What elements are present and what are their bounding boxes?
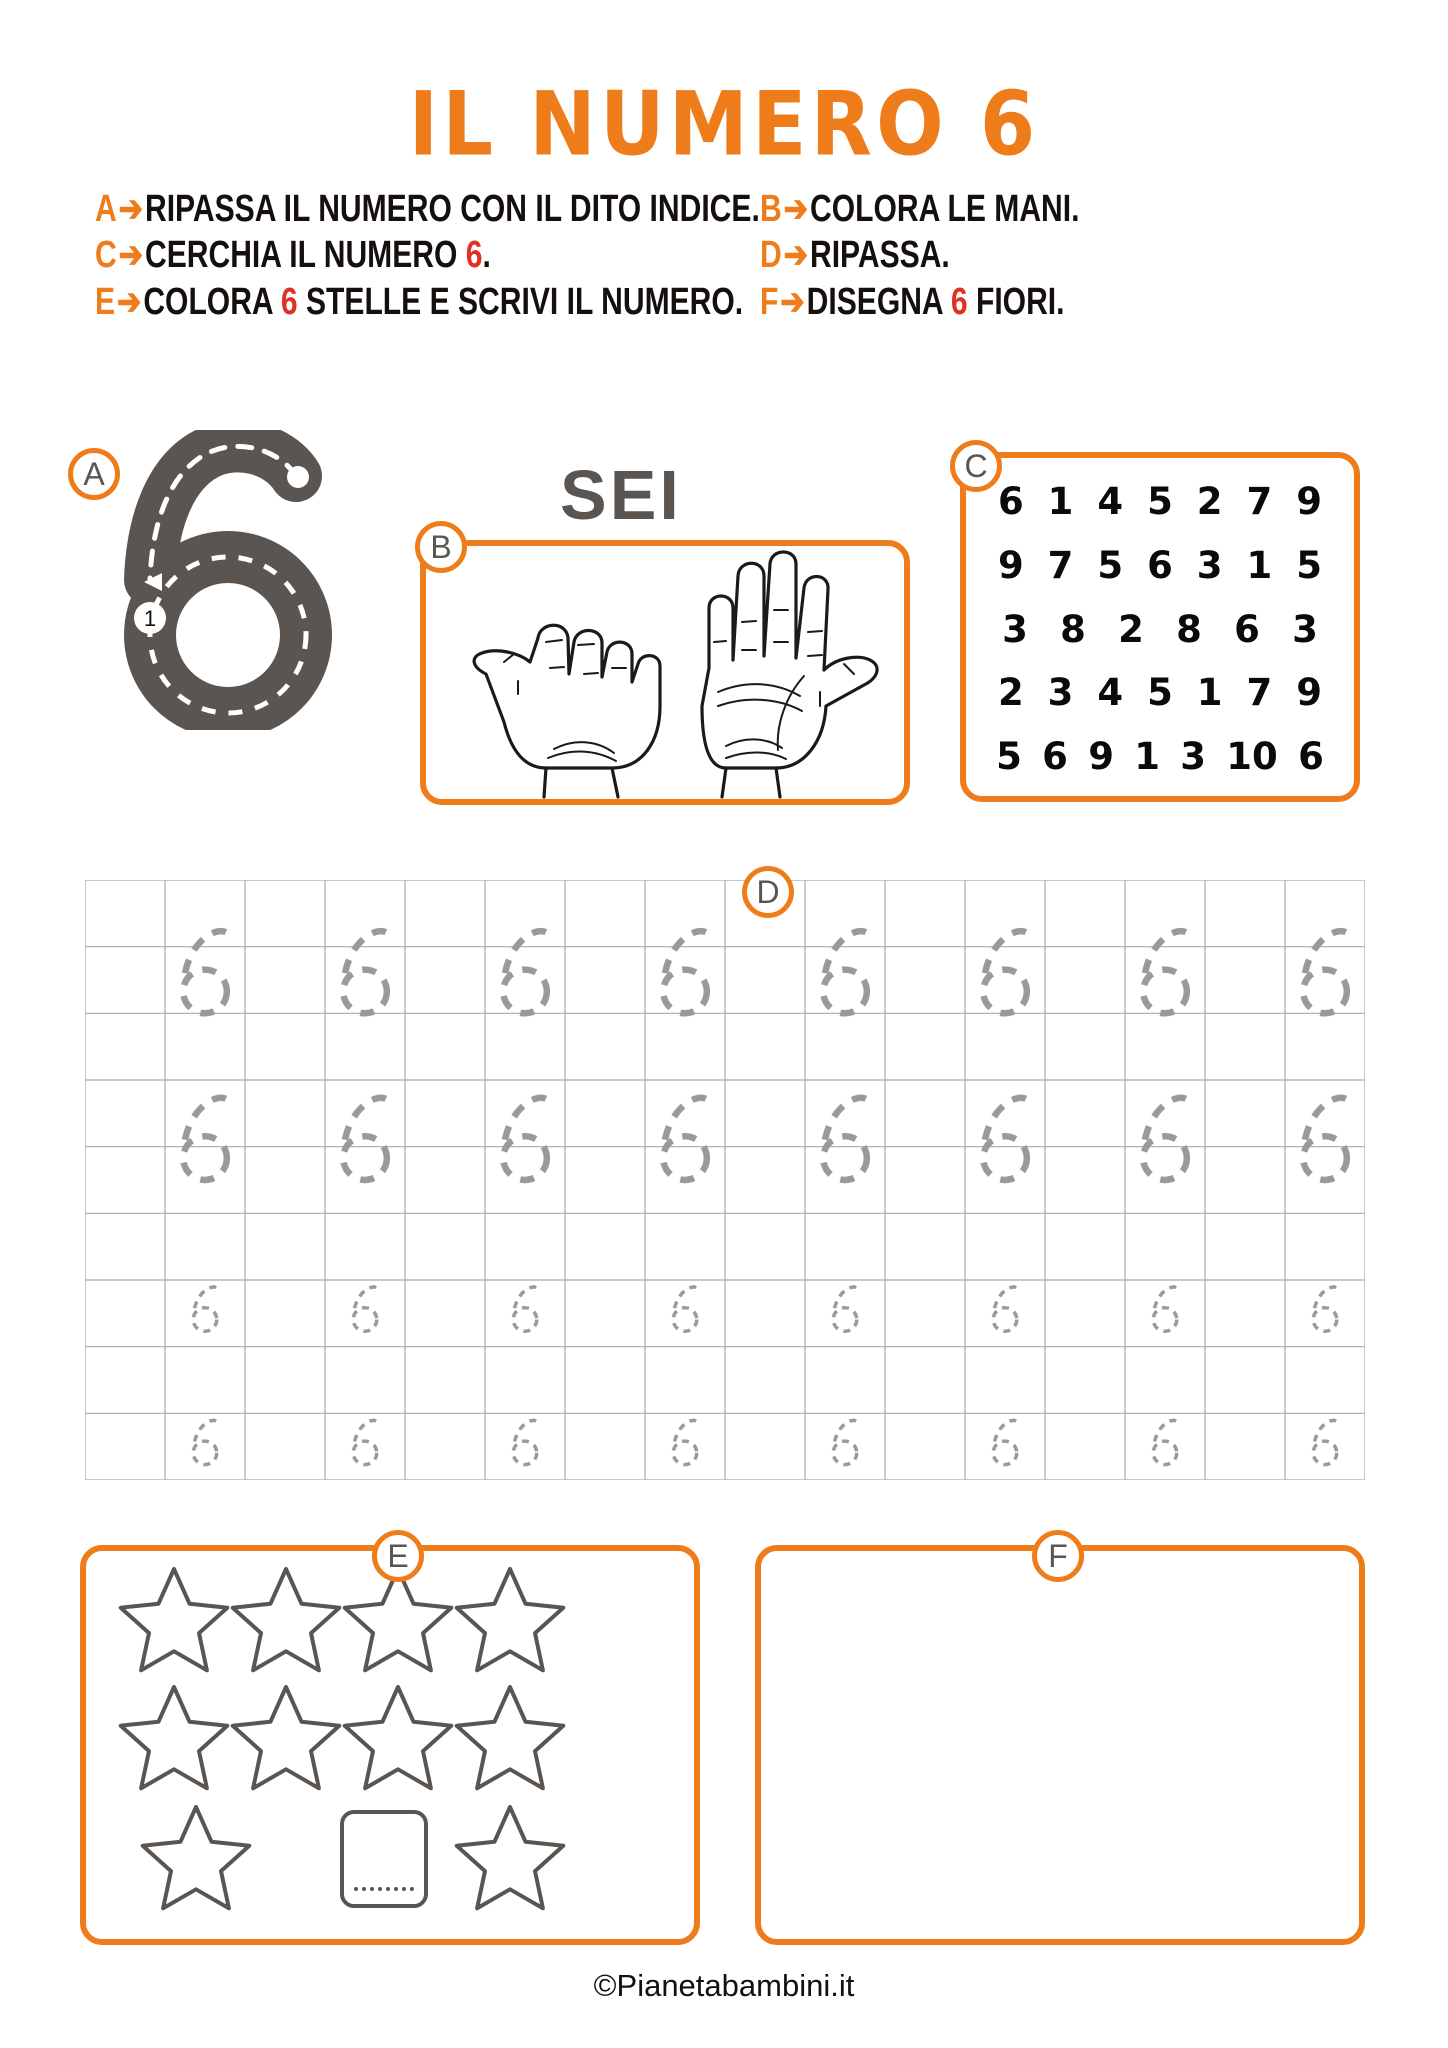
instruction-letter: A bbox=[95, 186, 117, 230]
dashed-six-guide[interactable] bbox=[1153, 1420, 1177, 1464]
instruction-e bbox=[95, 279, 744, 326]
find-number-box[interactable] bbox=[960, 452, 1360, 802]
number-cell[interactable]: 8 bbox=[1176, 607, 1202, 651]
number-cell[interactable]: 1 bbox=[1134, 735, 1160, 778]
dashed-six-guide[interactable] bbox=[823, 1098, 867, 1180]
dashed-six-guide[interactable] bbox=[1303, 931, 1347, 1013]
dashed-six-guide[interactable] bbox=[343, 1098, 387, 1180]
dashed-six-guide[interactable] bbox=[673, 1287, 697, 1331]
star-shape[interactable] bbox=[345, 1687, 452, 1788]
instruction-letter: F bbox=[760, 279, 779, 323]
dashed-six-guide[interactable] bbox=[993, 1287, 1017, 1331]
dashed-six-guide[interactable] bbox=[1153, 1287, 1177, 1331]
dashed-six-guide[interactable] bbox=[1313, 1287, 1337, 1331]
arrow-icon: ➔ bbox=[783, 235, 809, 277]
draw-flowers-box[interactable] bbox=[755, 1545, 1365, 1945]
star-shape[interactable] bbox=[143, 1807, 250, 1908]
stroke-order-label: 1 bbox=[143, 606, 157, 631]
star-shape[interactable] bbox=[457, 1687, 564, 1788]
dashed-six-guide[interactable] bbox=[993, 1420, 1017, 1464]
instruction-text: RIPASSA. bbox=[809, 233, 950, 277]
number-cell[interactable]: 9 bbox=[1088, 735, 1114, 778]
dashed-six-guide[interactable] bbox=[513, 1420, 537, 1464]
arrow-icon: ➔ bbox=[117, 282, 142, 323]
number-cell[interactable]: 9 bbox=[1296, 480, 1322, 523]
number-row bbox=[986, 608, 1334, 651]
number-cell[interactable]: 10 bbox=[1226, 735, 1278, 778]
dashed-six-guide[interactable] bbox=[833, 1420, 857, 1464]
dashed-six-guide[interactable] bbox=[193, 1287, 217, 1331]
instruction-text: CERCHIA IL NUMERO bbox=[144, 233, 466, 277]
instruction-f bbox=[760, 279, 1366, 326]
number-cell[interactable]: 3 bbox=[1292, 607, 1318, 651]
dashed-six-guide[interactable] bbox=[1303, 1098, 1347, 1180]
star-shape[interactable] bbox=[121, 1569, 228, 1670]
dashed-six-guide[interactable] bbox=[673, 1420, 697, 1464]
number-cell[interactable]: 5 bbox=[996, 735, 1022, 778]
dashed-six-guide[interactable] bbox=[183, 1098, 227, 1180]
number-cell[interactable]: 1 bbox=[1047, 480, 1074, 523]
number-row bbox=[986, 480, 1334, 523]
page-title: IL NUMERO 6 bbox=[408, 72, 1040, 176]
number-cell[interactable]: 5 bbox=[1097, 543, 1124, 587]
instruction-b bbox=[760, 186, 1366, 233]
arrow-icon: ➔ bbox=[118, 189, 144, 230]
instruction-d bbox=[760, 232, 1366, 279]
dashed-six-guide[interactable] bbox=[1313, 1420, 1337, 1464]
number-cell[interactable]: 1 bbox=[1196, 671, 1223, 715]
dashed-six-guide[interactable] bbox=[513, 1287, 537, 1331]
dotted-baseline bbox=[354, 1887, 414, 1891]
arrow-icon: ➔ bbox=[780, 282, 805, 323]
number-cell[interactable]: 9 bbox=[997, 543, 1024, 587]
dashed-six-guide[interactable] bbox=[663, 1098, 707, 1180]
arrow-icon: ➔ bbox=[118, 235, 144, 277]
star-shape[interactable] bbox=[233, 1569, 340, 1670]
star-shape[interactable] bbox=[121, 1687, 228, 1788]
number-search-grid bbox=[986, 480, 1334, 778]
number-cell[interactable]: 3 bbox=[1180, 735, 1207, 778]
number-cell[interactable]: 6 bbox=[1147, 543, 1173, 587]
number-word: SEI bbox=[560, 456, 682, 534]
footer-credit: ©Pianetabambini.it bbox=[593, 1968, 855, 2003]
dashed-six-guide[interactable] bbox=[183, 931, 227, 1013]
number-cell[interactable]: 7 bbox=[1246, 671, 1273, 715]
number-row bbox=[986, 735, 1334, 778]
hands-box bbox=[420, 540, 910, 805]
tracing-grid[interactable] bbox=[85, 880, 1365, 1480]
write-number-box[interactable] bbox=[340, 1810, 428, 1908]
arrow-icon: ➔ bbox=[783, 189, 809, 230]
instruction-c bbox=[95, 232, 740, 279]
dashed-six-guide[interactable] bbox=[503, 1098, 547, 1180]
number-cell[interactable]: 6 bbox=[1042, 735, 1068, 778]
traceable-number-figure bbox=[100, 430, 360, 730]
dashed-six-guide[interactable] bbox=[1143, 1098, 1187, 1180]
traceable-six-icon bbox=[100, 430, 360, 730]
star-shape[interactable] bbox=[457, 1807, 564, 1908]
instruction-number: 6 bbox=[465, 233, 483, 277]
number-row bbox=[986, 544, 1334, 587]
number-cell[interactable]: 6 bbox=[1298, 735, 1324, 778]
badge-c: C bbox=[950, 440, 1002, 492]
instruction-a bbox=[95, 186, 760, 233]
dashed-six-guide[interactable] bbox=[823, 931, 867, 1013]
star-shape[interactable] bbox=[457, 1569, 564, 1670]
instruction-number: 6 bbox=[950, 279, 968, 323]
number-cell[interactable]: 6 bbox=[997, 480, 1024, 523]
instruction-text: DISEGNA bbox=[806, 279, 951, 323]
badge-f: F bbox=[1032, 1530, 1084, 1582]
instruction-letter: E bbox=[95, 279, 116, 323]
number-cell[interactable]: 8 bbox=[1060, 607, 1086, 651]
star-shape[interactable] bbox=[345, 1569, 452, 1670]
tracing-grid-box[interactable] bbox=[85, 880, 1365, 1480]
star-shape[interactable] bbox=[233, 1687, 340, 1788]
number-row bbox=[986, 671, 1334, 714]
number-cell[interactable]: 6 bbox=[1234, 607, 1260, 651]
number-cell[interactable]: 4 bbox=[1097, 480, 1124, 523]
number-cell[interactable]: 5 bbox=[1147, 671, 1173, 715]
number-cell[interactable]: 4 bbox=[1097, 671, 1124, 715]
number-cell[interactable]: 7 bbox=[1047, 543, 1074, 587]
two-hands-icon[interactable] bbox=[426, 546, 904, 799]
badge-d: D bbox=[742, 866, 794, 918]
number-cell[interactable]: 3 bbox=[1002, 607, 1028, 651]
instruction-letter: B bbox=[760, 186, 782, 230]
instruction-text-post: FIORI. bbox=[967, 279, 1065, 323]
badge-a: A bbox=[68, 448, 120, 500]
number-cell[interactable]: 5 bbox=[1147, 480, 1173, 523]
number-cell[interactable]: 7 bbox=[1246, 480, 1273, 523]
instruction-letter: D bbox=[760, 233, 782, 277]
dashed-six-guide[interactable] bbox=[983, 1098, 1027, 1180]
badge-e: E bbox=[372, 1530, 424, 1582]
number-cell[interactable]: 3 bbox=[1196, 543, 1223, 587]
number-cell[interactable]: 2 bbox=[1196, 480, 1223, 523]
instruction-letter: C bbox=[95, 233, 117, 277]
instruction-text-post: STELLE E SCRIVI IL NUMERO. bbox=[297, 279, 744, 323]
dashed-six-guide[interactable] bbox=[353, 1420, 377, 1464]
number-cell[interactable]: 2 bbox=[997, 671, 1024, 715]
dashed-six-guide[interactable] bbox=[663, 931, 707, 1013]
badge-b: B bbox=[415, 521, 467, 573]
instruction-text: RIPASSA IL NUMERO CON IL DITO INDICE. bbox=[144, 186, 760, 230]
dashed-six-guide[interactable] bbox=[833, 1287, 857, 1331]
dashed-six-guide[interactable] bbox=[193, 1420, 217, 1464]
instructions-list bbox=[95, 186, 1385, 323]
number-cell[interactable]: 2 bbox=[1118, 607, 1144, 651]
instruction-text: COLORA LE MANI. bbox=[809, 186, 1080, 230]
number-cell[interactable]: 5 bbox=[1296, 543, 1322, 587]
instruction-text: COLORA bbox=[143, 279, 281, 323]
number-cell[interactable]: 3 bbox=[1047, 671, 1074, 715]
dashed-six-guide[interactable] bbox=[343, 931, 387, 1013]
dashed-six-guide[interactable] bbox=[1143, 931, 1187, 1013]
dashed-six-guide[interactable] bbox=[503, 931, 547, 1013]
number-cell[interactable]: 1 bbox=[1246, 543, 1273, 587]
dashed-six-guide[interactable] bbox=[983, 931, 1027, 1013]
instruction-number: 6 bbox=[280, 279, 298, 323]
stroke-start-dot bbox=[287, 466, 309, 488]
dashed-six-guide[interactable] bbox=[353, 1287, 377, 1331]
number-cell[interactable]: 9 bbox=[1296, 671, 1322, 715]
instruction-text-post: . bbox=[482, 233, 491, 277]
